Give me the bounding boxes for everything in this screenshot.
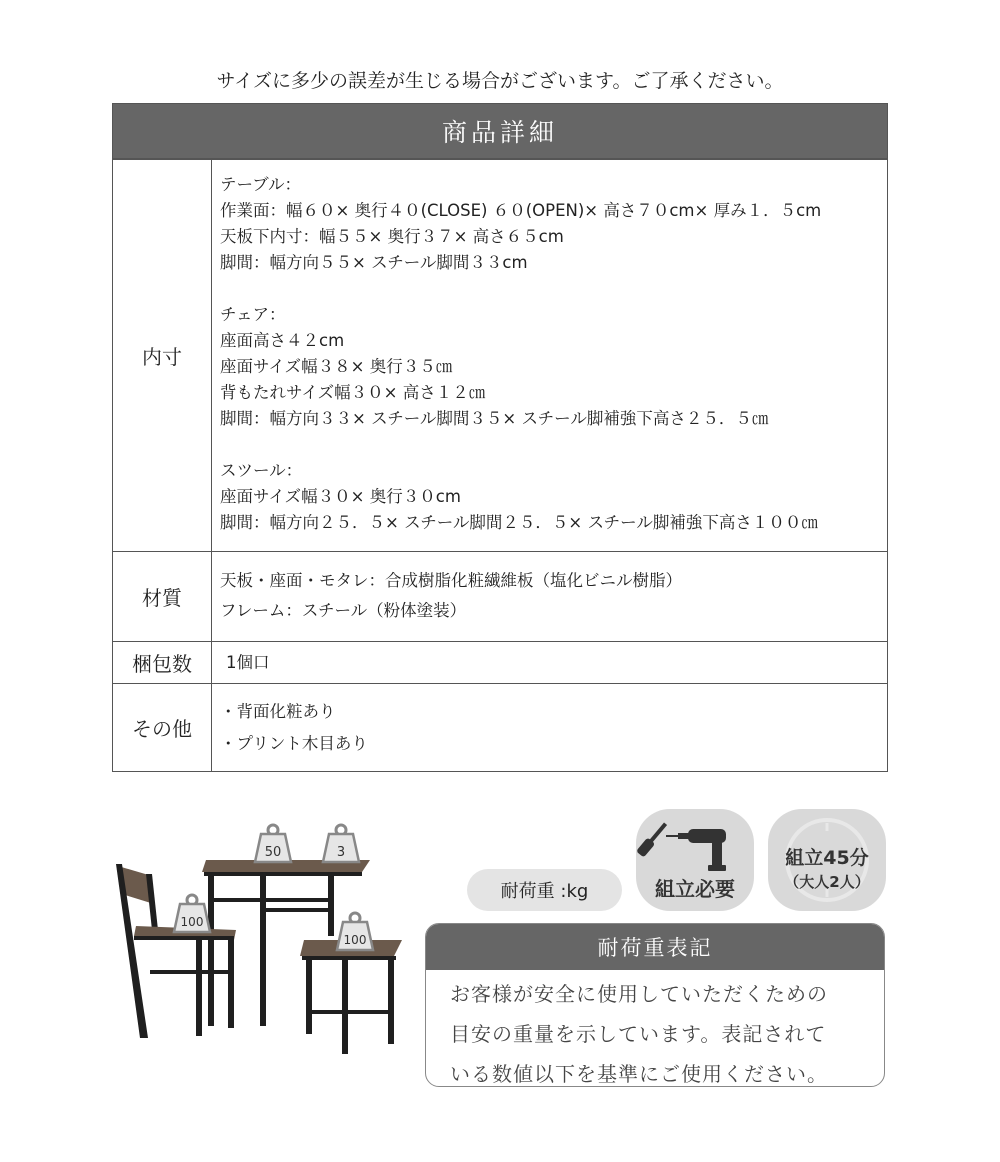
weight-stool-text: 100 xyxy=(343,933,367,947)
weight-marker-stool xyxy=(337,913,373,950)
product-detail-table xyxy=(112,103,888,772)
table-line: 脚間：幅方向５５× スチール脚間３３cm xyxy=(220,253,528,272)
furniture-illustration xyxy=(110,820,410,1060)
table-line: 天板下内寸：幅５５× 奥行３７× 高さ６５cm xyxy=(220,227,564,246)
size-content xyxy=(212,160,887,551)
chair-line: 脚間：幅方向３３× スチール脚間３５× スチール脚補強下高さ２５．５㎝ xyxy=(220,409,769,428)
legend-line: いる数値以下を基準にご使用ください。 xyxy=(450,1062,828,1086)
assembly-required-badge xyxy=(636,809,754,911)
load-legend-title: 耐荷重表記 xyxy=(426,924,884,970)
chair-line: 座面高さ４２cm xyxy=(220,331,345,350)
assembly-required-label: 組立必要 xyxy=(655,877,735,901)
load-legend-body xyxy=(426,970,884,1087)
other-line: ・背面化粧あり xyxy=(220,702,336,721)
product-detail-title: 商品詳細 xyxy=(113,104,887,159)
drill-icon xyxy=(636,815,754,875)
weight-marker-chair xyxy=(174,895,210,932)
weight-wing-text: 3 xyxy=(336,845,346,860)
table-line: 作業面：幅６０× 奥行４０(CLOSE) ６０(OPEN)× 高さ７０cm× 厚み１．５cm xyxy=(220,201,822,220)
other-row xyxy=(113,683,887,771)
material-label: 材質 xyxy=(113,552,212,641)
other-line: ・プリント木目あり xyxy=(220,734,368,753)
package-label: 梱包数 xyxy=(113,642,212,683)
package-value: 1個口 xyxy=(226,653,270,672)
package-row xyxy=(113,641,887,683)
size-row xyxy=(113,159,887,551)
assembly-time-label: 組立45分 xyxy=(785,847,869,869)
load-legend-box xyxy=(425,923,885,1087)
legend-line: お客様が安全に使用していただくための xyxy=(450,982,828,1006)
assembly-time-badge xyxy=(768,809,886,911)
weight-marker-wing xyxy=(323,825,359,862)
material-row xyxy=(113,551,887,641)
weight-chair-text: 100 xyxy=(180,915,204,929)
legend-line: 目安の重量を示しています。表記されて xyxy=(450,1022,827,1046)
chair-line: 座面サイズ幅３８× 奥行３５㎝ xyxy=(220,357,453,376)
stool-heading: スツール： xyxy=(220,461,303,480)
other-label: その他 xyxy=(113,684,212,771)
stool-illustration xyxy=(300,940,402,1054)
other-content xyxy=(212,684,887,771)
material-line: 天板・座面・モタレ：合成樹脂化粧繊維板（塩化ビニル樹脂） xyxy=(220,571,682,590)
load-capacity-pill: 耐荷重 :kg xyxy=(467,869,622,911)
table-heading: テーブル： xyxy=(220,175,302,194)
weight-table-text: 50 xyxy=(264,845,282,860)
stool-line: 座面サイズ幅３０× 奥行３０cm xyxy=(220,487,461,506)
material-content xyxy=(212,552,887,641)
size-notice: サイズに多少の誤差が生じる場合がございます。ご了承ください。 xyxy=(216,70,784,92)
chair-illustration xyxy=(116,864,236,1038)
chair-heading: チェア： xyxy=(220,305,286,324)
assembly-people-label: （大人2人） xyxy=(784,873,870,891)
material-line: フレーム：スチール（粉体塗装） xyxy=(220,601,467,620)
size-label: 内寸 xyxy=(113,160,212,551)
weight-marker-table xyxy=(255,825,291,862)
stool-line: 脚間：幅方向２５．５× スチール脚間２５．５× スチール脚補強下高さ１００㎝ xyxy=(220,513,818,532)
chair-line: 背もたれサイズ幅３０× 高さ１２㎝ xyxy=(220,383,486,402)
